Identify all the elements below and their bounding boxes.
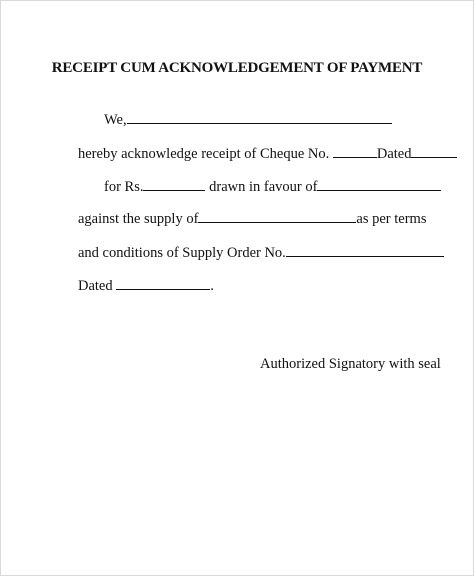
line-we (104, 109, 392, 129)
line-supply (78, 208, 426, 228)
line-order (78, 242, 444, 262)
rs-amount-blank (143, 176, 205, 191)
we-label: We, (104, 112, 127, 128)
line-dated (78, 275, 214, 295)
cheque-number-blank (333, 143, 377, 158)
cheque-label: hereby acknowledge receipt of Cheque No. (78, 146, 330, 162)
we-blank (127, 109, 392, 124)
favour-blank (317, 176, 441, 191)
supply-label: against the supply of (78, 211, 199, 227)
dated-period: . (210, 278, 214, 294)
dated-label: Dated (78, 278, 113, 294)
line-cheque (78, 143, 457, 163)
supply-terms-label: as per terms (356, 211, 427, 227)
cheque-dated-label: Dated (376, 146, 412, 162)
order-number-blank (286, 242, 444, 257)
line-rs (104, 176, 441, 196)
rs-label: for Rs. (104, 179, 144, 195)
dated-blank (116, 275, 210, 290)
cheque-date-blank (411, 143, 457, 158)
order-label: and conditions of Supply Order No. (78, 245, 286, 261)
signatory-label: Authorized Signatory with seal (260, 356, 441, 372)
document-title: RECEIPT CUM ACKNOWLEDGEMENT OF PAYMENT (51, 60, 423, 76)
drawn-label: drawn in favour of (209, 179, 318, 195)
supply-blank (198, 208, 356, 223)
